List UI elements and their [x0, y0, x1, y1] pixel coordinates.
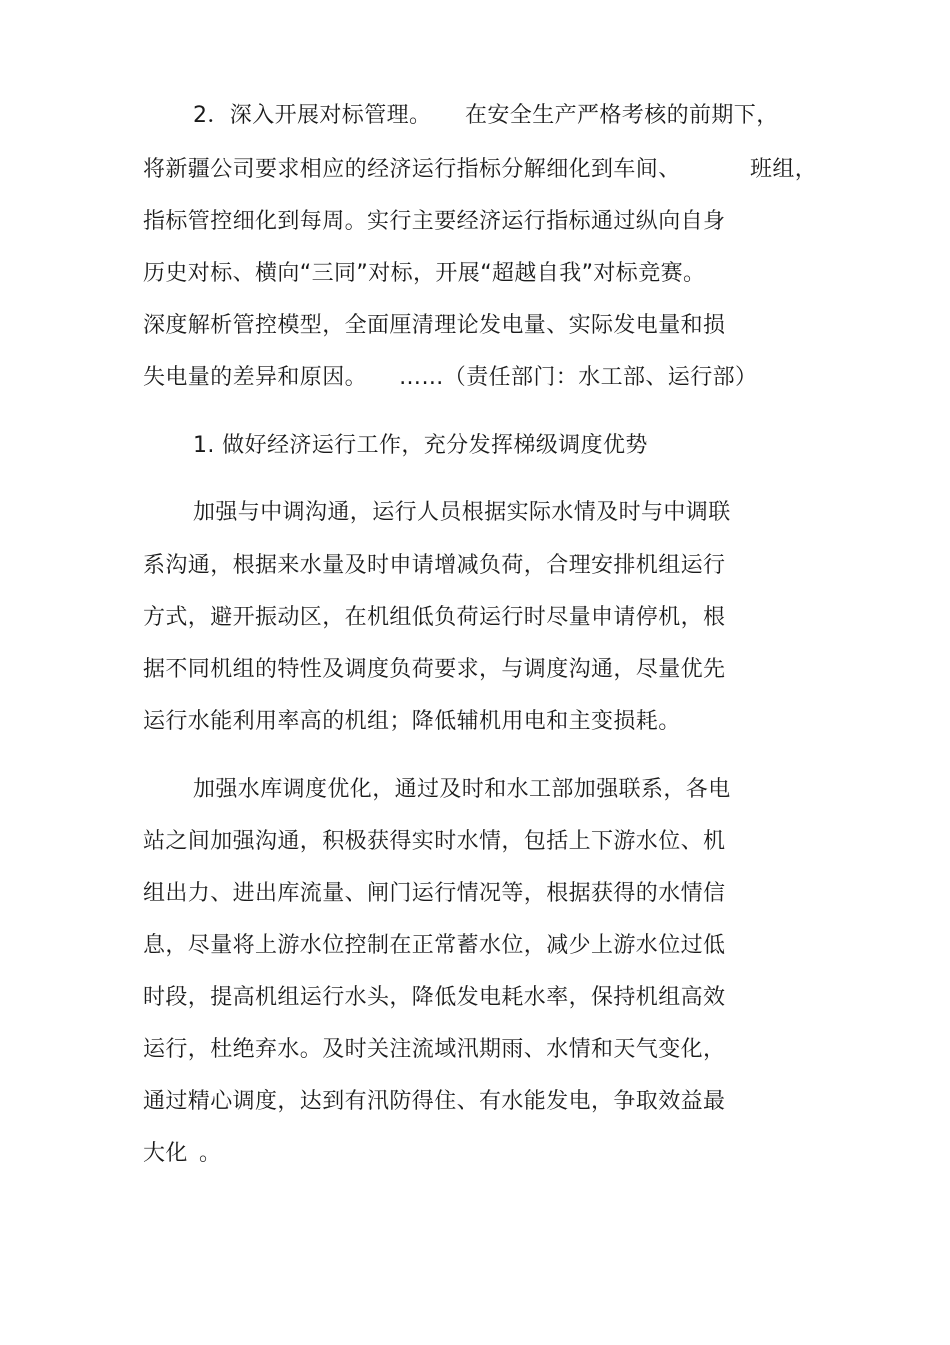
paragraph-b-line-5: 时段，提高机组运行水头，降低发电耗水率，保持机组高效: [143, 985, 726, 1010]
paragraph-b-line-3: 组出力、进出库流量、闸门运行情况等，根据获得的水情信: [143, 881, 726, 906]
paragraph-b-line-6: 运行，杜绝弃水。及时关注流域汛期雨、水情和天气变化，: [143, 1037, 726, 1062]
section-2-line-6b: ……（责任部门：水工部、运行部）: [399, 365, 758, 390]
paragraph-a-line-1: 加强与中调沟通，运行人员根据实际水情及时与中调联: [193, 500, 731, 525]
section-2-line-4: 历史对标、横向“三同”对标，开展“超越自我”对标竞赛。: [143, 261, 706, 286]
heading-1: 1. 做好经济运行工作，充分发挥梯级调度优势: [193, 433, 648, 458]
section-2-line-6a: 失电量的差异和原因。: [143, 365, 368, 390]
paragraph-a-line-4: 据不同机组的特性及调度负荷要求，与调度沟通，尽量优先: [143, 657, 726, 682]
paragraph-a-line-2: 系沟通，根据来水量及时申请增减负荷，合理安排机组运行: [143, 553, 726, 578]
paragraph-b-line-8a: 大化: [143, 1141, 188, 1166]
paragraph-b-line-1: 加强水库调度优化，通过及时和水工部加强联系，各电: [193, 777, 731, 802]
paragraph-b-line-8b: 。: [199, 1141, 222, 1166]
section-2-line-2a: 将新疆公司要求相应的经济运行指标分解细化到车间、: [143, 157, 681, 182]
section-2-line-1b: 在安全生产严格考核的前期下，: [465, 103, 779, 128]
paragraph-a-line-3: 方式，避开振动区，在机组低负荷运行时尽量申请停机，根: [143, 605, 726, 630]
section-2-line-2b: 班组，: [750, 157, 818, 182]
section-2-line-1a: 2．深入开展对标管理。: [193, 103, 432, 128]
paragraph-b-line-7: 通过精心调度，达到有汛防得住、有水能发电，争取效益最: [143, 1089, 726, 1114]
paragraph-b-line-4: 息，尽量将上游水位控制在正常蓄水位，减少上游水位过低: [143, 933, 726, 958]
paragraph-a-line-5: 运行水能利用率高的机组；降低辅机用电和主变损耗。: [143, 709, 681, 734]
paragraph-b-line-2: 站之间加强沟通，积极获得实时水情，包括上下游水位、机: [143, 829, 726, 854]
section-2-line-5: 深度解析管控模型，全面厘清理论发电量、实际发电量和损: [143, 313, 726, 338]
section-2-line-3: 指标管控细化到每周。实行主要经济运行指标通过纵向自身: [143, 209, 726, 234]
